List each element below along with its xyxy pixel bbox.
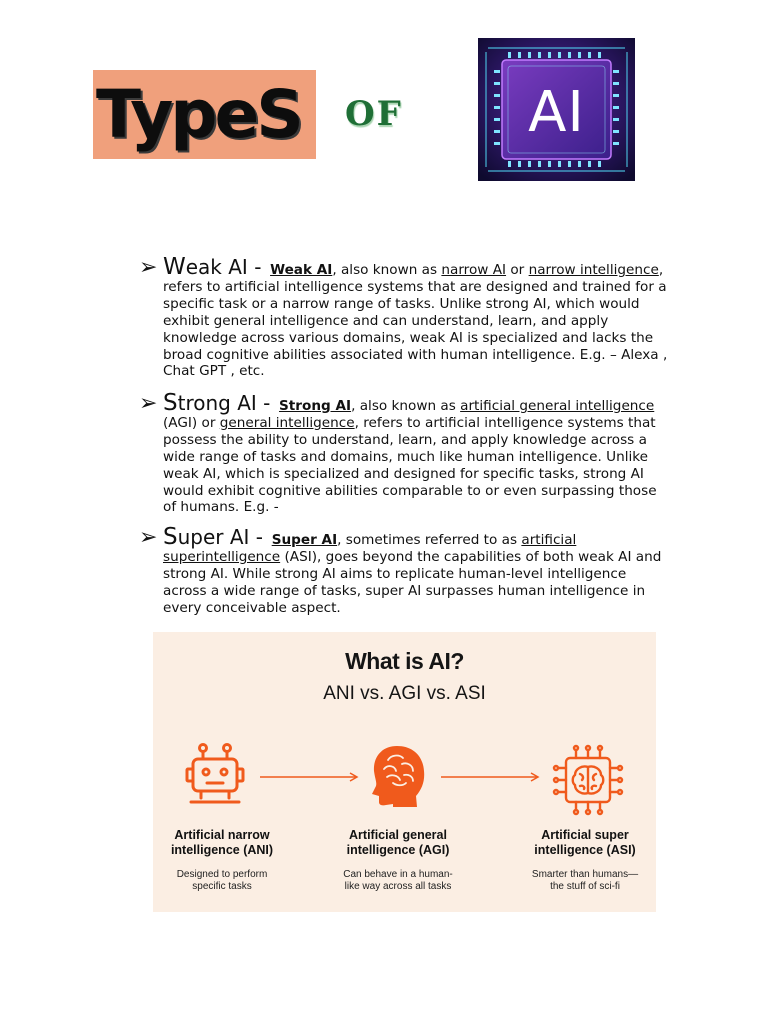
arrow-bullet-icon: ➢ bbox=[139, 525, 158, 550]
list-item-weak-ai bbox=[139, 254, 673, 380]
infographic-title: What is AI? bbox=[345, 648, 464, 674]
agi-name: Artificial general intelligence (AGI) bbox=[346, 828, 450, 857]
item-text: , refers to artificial intelligence systems that possess the ability to understand, learn, and apply knowledge across a wide range of tasks and domains, much like human intelligence. Unlike weak AI, which is specialized and designed for specific tasks, strong AI would exhibit cognitive abilities comparable to or even surpassing those of humans. E.g. - bbox=[163, 414, 657, 516]
types-title-image bbox=[93, 70, 316, 159]
infographic-subtitle: ANI vs. AGI vs. ASI bbox=[323, 683, 486, 704]
arrow-right-icon bbox=[439, 771, 541, 783]
item-text: , also known as bbox=[351, 398, 461, 414]
item-text: , also known as bbox=[332, 262, 442, 278]
arrow-bullet-icon: ➢ bbox=[139, 391, 158, 416]
item-heading: Strong AI - bbox=[163, 390, 271, 416]
item-text: , refers to artificial intelligence systems that are designed and trained for a specific task or a narrow range of tasks. Unlike strong AI, which would exhibit general intelligence and can understand, learn, and apply knowledge across various domains, weak AI is specialized and lacks the broad cognitive abilities associated with human intelligence. E.g. – Alexa , Chat GPT , etc. bbox=[163, 262, 668, 380]
item-heading: Super AI - bbox=[163, 524, 264, 550]
agi-description: Can behave in a human- like way across all tasks bbox=[343, 869, 453, 892]
ai-chip-image bbox=[478, 38, 635, 181]
term-link[interactable]: Weak AI bbox=[270, 262, 333, 278]
term-link[interactable]: Strong AI bbox=[279, 398, 352, 414]
asi-name: Artificial super intelligence (ASI) bbox=[534, 828, 636, 857]
brain-head-icon bbox=[369, 744, 427, 808]
ani-name: Artificial narrow intelligence (ANI) bbox=[170, 828, 274, 857]
item-text: or bbox=[506, 262, 529, 278]
what-is-ai-infographic bbox=[153, 632, 656, 912]
robot-icon bbox=[185, 742, 245, 812]
item-link[interactable]: artificial general intelligence bbox=[460, 398, 655, 414]
brain-chip-icon bbox=[552, 744, 624, 816]
ai-chip-text: AI bbox=[528, 80, 585, 145]
arrow-bullet-icon: ➢ bbox=[139, 255, 158, 280]
item-link[interactable]: artificial superintelligence bbox=[163, 532, 577, 565]
item-text: (ASI), goes beyond the capabilities of both weak AI and strong AI. While strong AI aims to replicate human-level intelligence across a wide range of tasks, super AI surpasses human intelligence in every conceivable aspect. bbox=[163, 548, 662, 616]
item-text: (AGI) or bbox=[163, 414, 220, 431]
item-text: , sometimes referred to as bbox=[337, 532, 522, 548]
types-word: TypeS bbox=[96, 76, 301, 153]
asi-description: Smarter than humans— the stuff of sci-fi bbox=[531, 869, 639, 892]
arrow-right-icon bbox=[258, 771, 360, 783]
item-heading: Weak AI - bbox=[163, 254, 262, 280]
term-link[interactable]: Super AI bbox=[271, 532, 338, 548]
of-word: OF bbox=[345, 94, 403, 134]
list-item-super-ai bbox=[139, 524, 673, 617]
item-link[interactable]: general intelligence bbox=[219, 414, 355, 431]
item-link[interactable]: narrow intelligence bbox=[528, 262, 659, 278]
list-item-strong-ai bbox=[139, 390, 673, 516]
ani-description: Designed to perform specific tasks bbox=[176, 869, 268, 892]
item-link[interactable]: narrow AI bbox=[441, 262, 507, 278]
